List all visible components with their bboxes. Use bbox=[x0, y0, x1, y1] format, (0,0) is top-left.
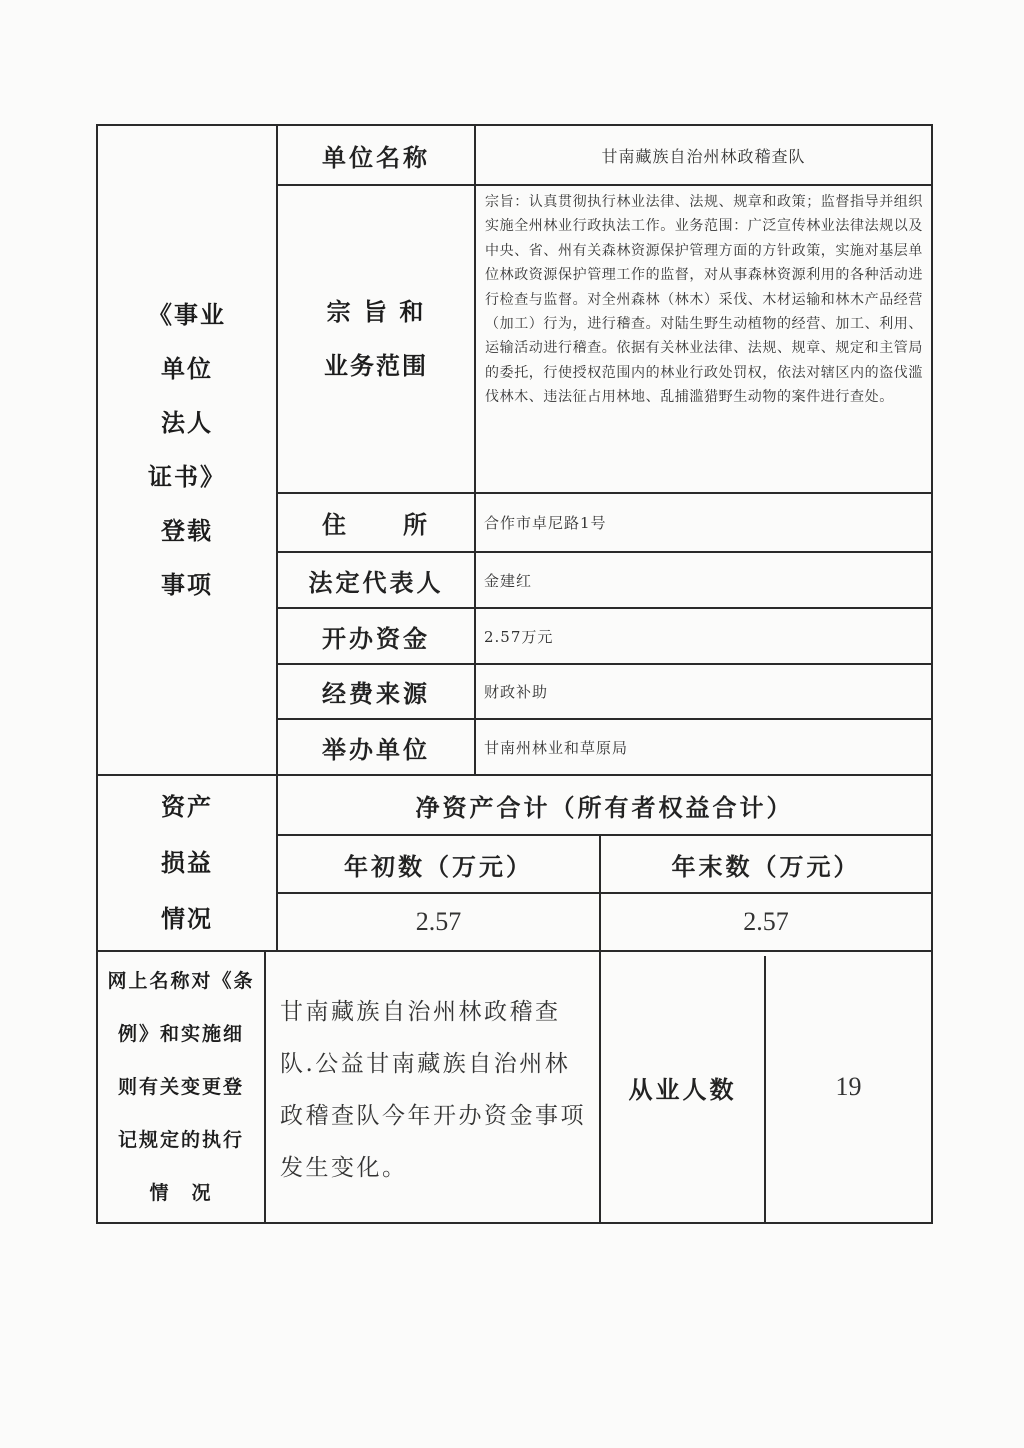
title-line: 情况 bbox=[161, 904, 213, 933]
title-line: 《事业 bbox=[148, 300, 226, 329]
net-assets-header: 净资产合计（所有者权益合计） bbox=[415, 792, 794, 822]
end-of-year-value: 2.57 bbox=[743, 907, 789, 936]
title-line: 证书》 bbox=[148, 462, 226, 491]
purpose-label-line: 业务范围 bbox=[324, 351, 428, 380]
end-of-year-label: 年末数（万元） bbox=[671, 851, 861, 881]
funding-value: 财政补助 bbox=[484, 683, 549, 701]
unit-name-value: 甘南藏族自治州林政稽查队 bbox=[601, 146, 806, 166]
funding-label: 经费来源 bbox=[322, 679, 430, 708]
sponsor-value: 甘南州林业和草原局 bbox=[484, 738, 629, 757]
title-line: 例》和实施细 bbox=[117, 1022, 244, 1045]
title-line: 情 况 bbox=[149, 1181, 213, 1204]
unit-name-label: 单位名称 bbox=[322, 142, 430, 172]
title-line: 单位 bbox=[161, 354, 213, 383]
title-line: 事项 bbox=[161, 570, 213, 599]
legal-rep-label: 法定代表人 bbox=[308, 567, 444, 597]
title-line: 资产 bbox=[161, 792, 213, 821]
begin-of-year-value: 2.57 bbox=[415, 907, 462, 936]
registration-section-title bbox=[98, 126, 276, 774]
compliance-note: 甘南藏族自治州林政稽查队.公益甘南藏族自治州林政稽查队今年开办资金事项发生变化。 bbox=[280, 999, 586, 1181]
capital-value: 2.57万元 bbox=[484, 627, 554, 646]
sponsor-label: 举办单位 bbox=[322, 734, 430, 764]
table-border-right bbox=[931, 124, 933, 1224]
title-line: 法人 bbox=[161, 408, 213, 437]
title-line: 则有关变更登 bbox=[117, 1075, 244, 1098]
compliance-section-title bbox=[98, 952, 264, 1222]
address-value: 合作市卓尼路1号 bbox=[484, 514, 607, 532]
purpose-label-line: 宗 旨 和 bbox=[326, 297, 426, 326]
title-line: 登载 bbox=[161, 516, 213, 545]
purpose-label bbox=[278, 186, 474, 492]
begin-of-year-label: 年初数（万元） bbox=[344, 851, 533, 881]
address-label: 住 所 bbox=[322, 510, 430, 539]
title-line: 网上名称对《条 bbox=[107, 969, 255, 992]
title-line: 记规定的执行 bbox=[117, 1128, 244, 1151]
purpose-value: 宗旨：认真贯彻执行林业法律、法规、规章和政策；监督指导并组织实施全州林业行政执法工作。业务范围：广泛宣传林业法律法规以及中央、省、州有关森林资源保护管理方面的方针政策，实施对基层单位林政资源保护管理工作的监督，对从事森林资源利用的各种活动进行检查与监督。对全州森林（林木）采伐、木材运输和林木产品经营（加工）行为，进行稽查。对陆生野生动植物的经营、加工、利用、运输活动进行稽查。依据有关林业法律、法规、规章、规定和主管局的委托，行使授权范围内的林业行政处罚权，依法对辖区内的盗伐滥伐林木、违法征占用林地、乱捕滥猎野生动物的案件进行查处。 bbox=[485, 194, 923, 406]
title-line: 损益 bbox=[161, 848, 213, 877]
assets-section-title bbox=[98, 776, 276, 950]
table-border-bottom bbox=[96, 1222, 933, 1224]
legal-rep-value: 金建红 bbox=[484, 571, 533, 590]
capital-label: 开办资金 bbox=[322, 623, 430, 653]
staff-count-value: 19 bbox=[835, 1072, 862, 1101]
staff-count-label: 从业人数 bbox=[628, 1074, 737, 1104]
